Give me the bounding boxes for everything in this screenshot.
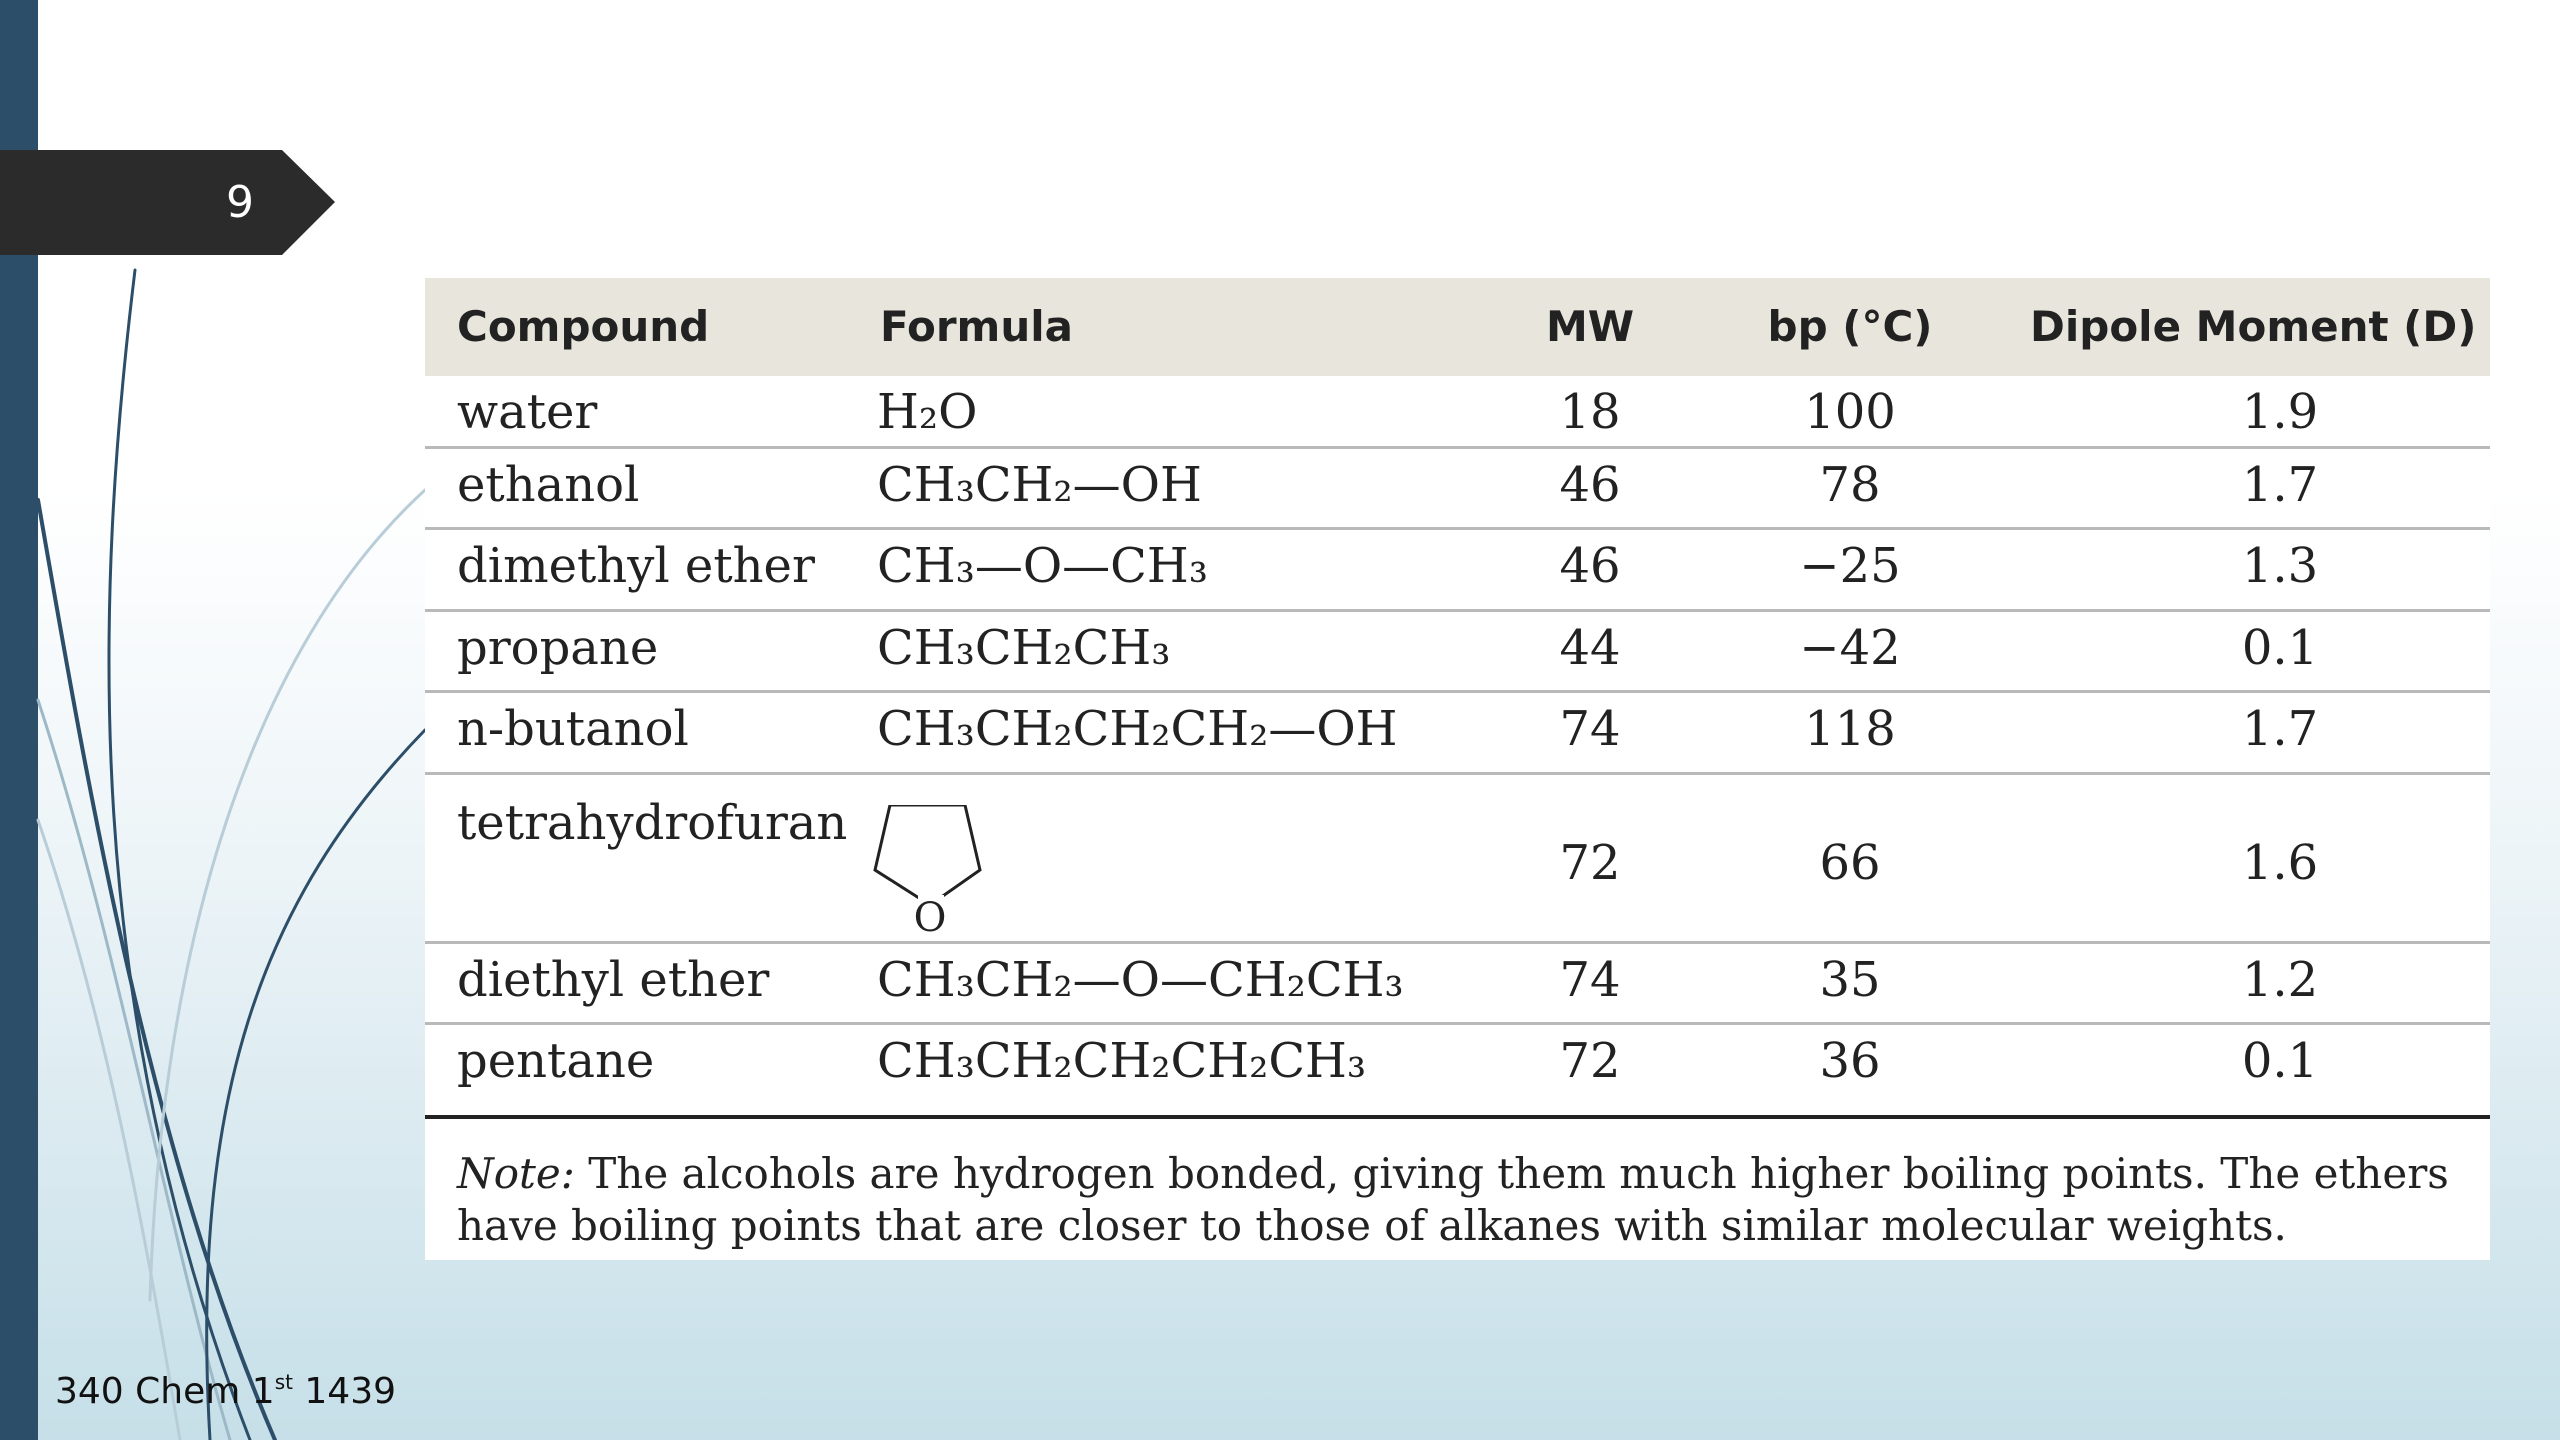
table-row — [425, 1025, 2490, 1119]
table-row — [425, 775, 2490, 944]
header-mw: MW — [1545, 302, 1635, 351]
formula-cell: CH₃CH₂CH₂CH₂CH₃ — [877, 1033, 1367, 1089]
compound-cell: propane — [457, 620, 659, 676]
formula-cell: CH₃CH₂CH₂CH₂—OH — [877, 701, 1398, 757]
bp-cell: −25 — [1799, 538, 1901, 594]
table-row — [425, 449, 2490, 530]
bp-cell: 66 — [1819, 835, 1881, 891]
mw-cell: 74 — [1559, 952, 1621, 1008]
dipole-cell: 1.6 — [2241, 835, 2319, 891]
compound-cell: water — [457, 384, 598, 440]
table-row — [425, 612, 2490, 693]
compound-cell: ethanol — [457, 457, 640, 513]
formula-cell: CH₃CH₂—O—CH₂CH₃ — [877, 952, 1404, 1008]
compound-cell: pentane — [457, 1033, 655, 1089]
mw-cell: 46 — [1559, 457, 1621, 513]
table-row — [425, 944, 2490, 1025]
table-note — [457, 1148, 2467, 1252]
bp-cell: 35 — [1819, 952, 1881, 1008]
note-text: The alcohols are hydrogen bonded, giving them much higher boiling points. The ethers have boiling points that are closer to those of alkanes with similar molecular weights. — [457, 1149, 2449, 1250]
header-compound: Compound — [457, 302, 710, 351]
footer-ordinal: st — [274, 1370, 293, 1394]
table-row — [425, 376, 2490, 449]
dipole-cell: 1.2 — [2241, 952, 2319, 1008]
footer-year: 1439 — [304, 1371, 397, 1412]
properties-table — [425, 278, 2490, 1260]
bp-cell: 78 — [1819, 457, 1881, 513]
mw-cell: 72 — [1559, 1033, 1621, 1089]
dipole-cell: 0.1 — [2241, 1033, 2319, 1089]
footer-course: 340 Chem 1 — [55, 1371, 275, 1412]
bp-cell: 36 — [1819, 1033, 1881, 1089]
tetrahydrofuran-ring-structure — [865, 805, 1015, 935]
dipole-cell: 1.3 — [2241, 538, 2319, 594]
mw-cell: 18 — [1559, 384, 1621, 440]
note-label: Note: — [457, 1149, 575, 1198]
bp-cell: 118 — [1804, 701, 1896, 757]
ring-oxygen-label: O — [913, 895, 947, 935]
table-header — [425, 278, 2490, 376]
dipole-cell: 0.1 — [2241, 620, 2319, 676]
formula-cell: CH₃CH₂—OH — [877, 457, 1202, 513]
mw-cell: 72 — [1559, 835, 1621, 891]
header-formula: Formula — [880, 302, 1073, 351]
table-row — [425, 693, 2490, 775]
bp-cell: 100 — [1804, 384, 1896, 440]
slide-number: 9 — [226, 177, 254, 228]
dipole-cell: 1.7 — [2241, 457, 2319, 513]
compound-cell: dimethyl ether — [457, 538, 815, 594]
dipole-cell: 1.9 — [2241, 384, 2319, 440]
formula-cell: CH₃CH₂CH₃ — [877, 620, 1171, 676]
header-bp: bp (°C) — [1767, 302, 1933, 351]
mw-cell: 44 — [1559, 620, 1621, 676]
compound-cell: n-butanol — [457, 701, 689, 757]
compound-cell: tetrahydrofuran — [457, 795, 848, 851]
slide-number-tab — [0, 150, 335, 255]
header-dipole: Dipole Moment (D) — [2030, 302, 2477, 351]
table-row — [425, 530, 2490, 612]
formula-cell: H₂O — [877, 384, 978, 440]
formula-cell: CH₃—O—CH₃ — [877, 538, 1209, 594]
compound-cell: diethyl ether — [457, 952, 770, 1008]
mw-cell: 46 — [1559, 538, 1621, 594]
bp-cell: −42 — [1799, 620, 1901, 676]
mw-cell: 74 — [1559, 701, 1621, 757]
dipole-cell: 1.7 — [2241, 701, 2319, 757]
slide-footer — [55, 1370, 396, 1412]
